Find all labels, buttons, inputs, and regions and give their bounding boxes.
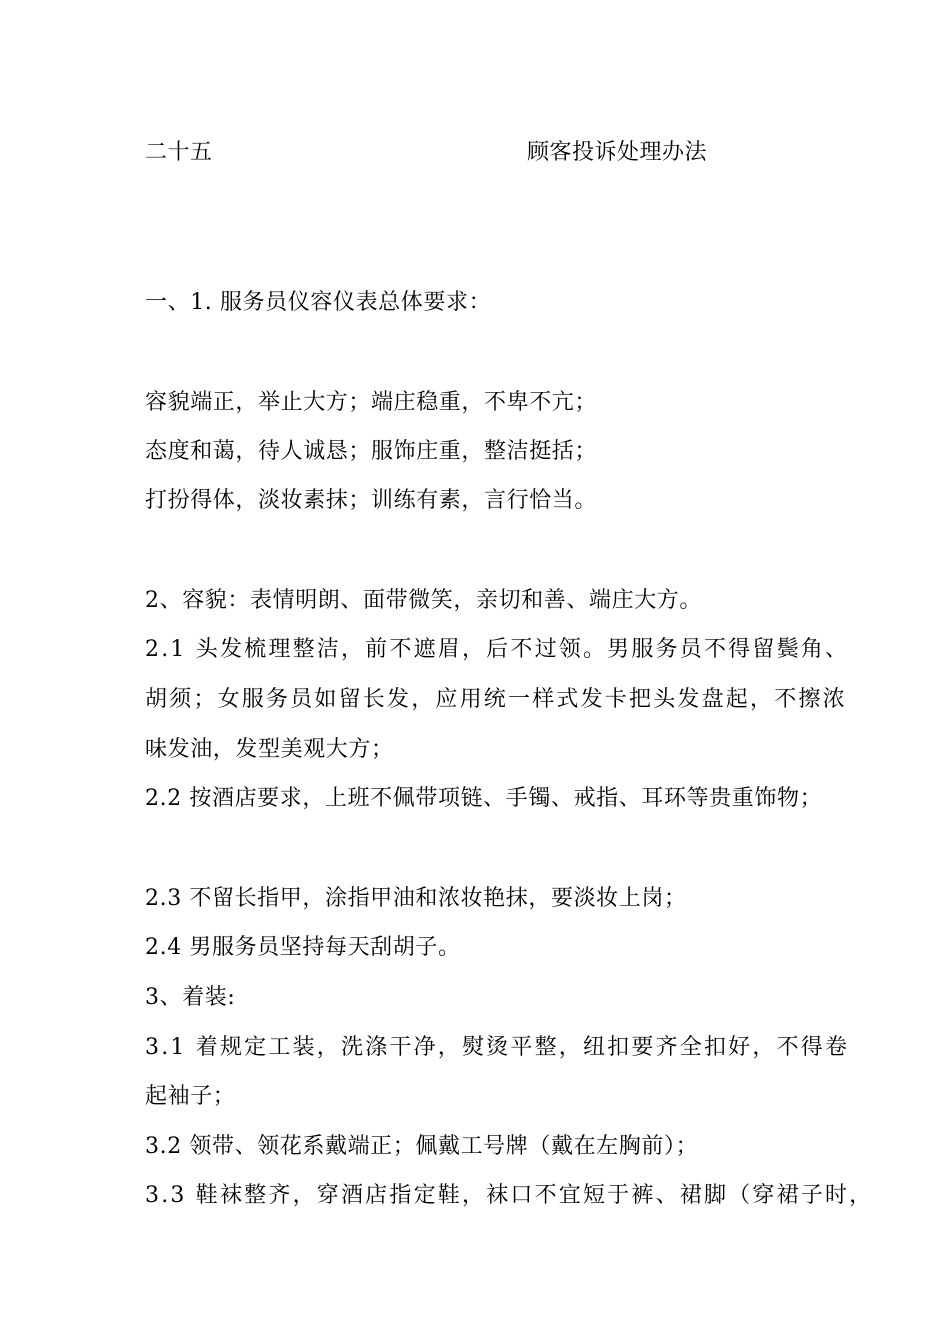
paragraph-line: 3.1 着规定工装，洗涤干净，熨烫平整，纽扣要齐全扣好，不得卷 <box>145 1035 850 1060</box>
paragraph-line: 一、1. 服务员仪容仪表总体要求： <box>145 290 492 315</box>
section-title: 顾客投诉处理办法 <box>527 140 708 165</box>
paragraph-line: 2、容貌：表情明朗、面带微笑，亲切和善、端庄大方。 <box>145 588 702 613</box>
paragraph-line: 3.2 领带、领花系戴端正；佩戴工号牌（戴在左胸前）； <box>145 1134 699 1159</box>
paragraph-line: 胡须；女服务员如留长发，应用统一样式发卡把头发盘起，不擦浓 <box>145 687 847 712</box>
paragraph-line: 态度和蔼，待人诚恳；服饰庄重，整洁挺括； <box>145 439 598 464</box>
paragraph-line: 容貌端正，举止大方；端庄稳重，不卑不亢； <box>145 390 598 415</box>
paragraph-line: 2.1 头发梳理整洁，前不遮眉，后不过领。男服务员不得留鬓角、 <box>145 637 850 662</box>
paragraph-line: 3.3 鞋袜整齐，穿酒店指定鞋，袜口不宜短于裤、裙脚（穿裙子时， <box>145 1183 874 1208</box>
paragraph-line: 2.2 按酒店要求，上班不佩带项链、手镯、戒指、耳环等贵重饰物； <box>145 786 823 811</box>
paragraph-line: 打扮得体，淡妆素抹；训练有素，言行恰当。 <box>145 488 598 513</box>
paragraph-line: 味发油，发型美观大方； <box>145 737 394 762</box>
section-number: 二十五 <box>145 140 213 165</box>
paragraph-line: 3、着装: <box>145 985 236 1010</box>
paragraph-line: 2.4 男服务员坚持每天刮胡子。 <box>145 935 461 960</box>
paragraph-line: 2.3 不留长指甲，涂指甲油和浓妆艳抹，要淡妆上岗； <box>145 886 687 911</box>
paragraph-line: 起袖子； <box>145 1084 236 1109</box>
